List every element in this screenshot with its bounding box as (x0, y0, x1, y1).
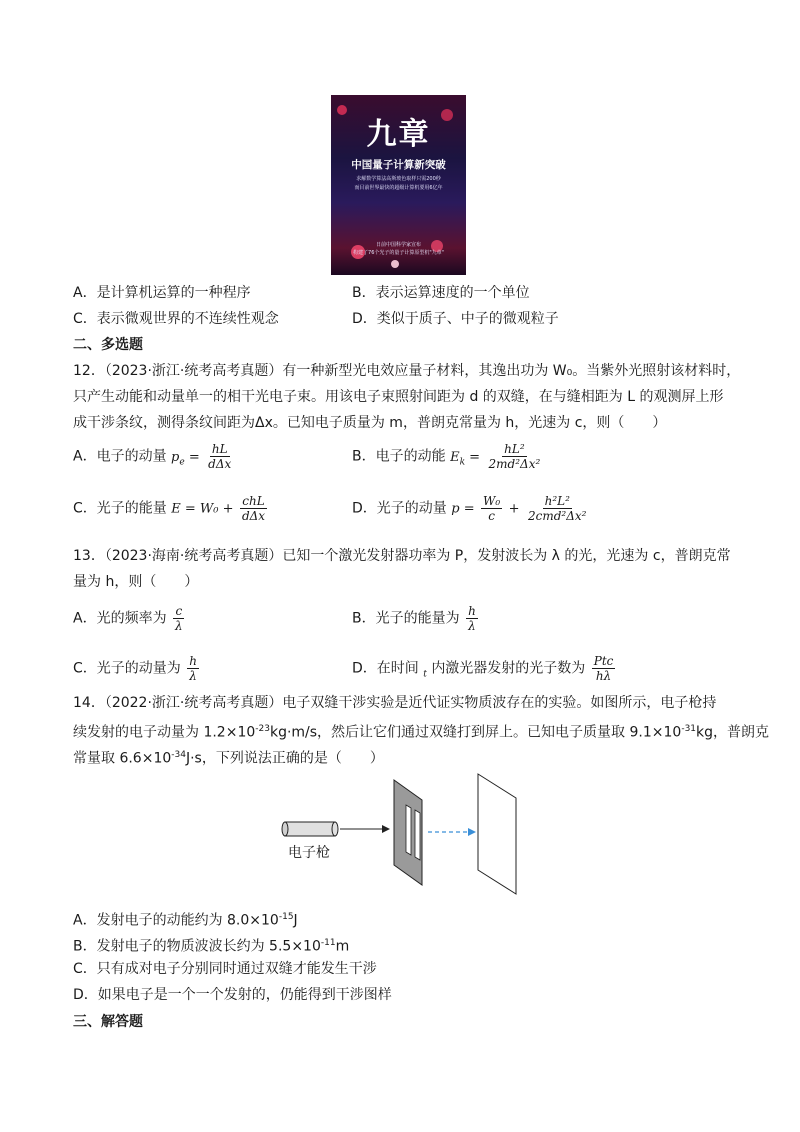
text: 续发射的电子动量为 1.2×10 (73, 724, 256, 741)
section-heading-multi-choice: 二、多选题 (73, 337, 143, 353)
exponent: -11 (320, 938, 336, 948)
formula-symbol: p (171, 449, 180, 465)
q12-stem-line: 只产生动能和动量单一的相干光电子束。用该电子束照射间距为 d 的双缝，在与缝相距为 L 的观测屏上形 (73, 389, 724, 405)
numerator: c (175, 604, 183, 618)
slit-plate (394, 780, 422, 885)
formula-lhs: E = W₀ + (171, 501, 234, 517)
poster-light (391, 260, 399, 268)
q13-stem-line: 13．（2023·海南·统考高考真题）已知一个激光发射器功率为 P，发射波长为 λ 的光，光速为 c，普朗克常 (73, 548, 731, 564)
formula-plus: + (508, 501, 520, 517)
q14-option-a (73, 906, 730, 932)
electron-gun-label: 电子枪 (288, 845, 330, 861)
numerator: hL (211, 442, 228, 456)
fraction (206, 442, 233, 471)
exponent: -34 (171, 750, 186, 760)
text: J·s，下列说法正确的是（ ） (185, 750, 384, 767)
option-label: C．光子的能量 (73, 500, 167, 517)
fraction (466, 604, 478, 633)
denominator: c (488, 509, 495, 523)
arrow-icon (340, 825, 390, 833)
q13-option-c (73, 654, 201, 683)
denominator: λ (175, 619, 183, 633)
denominator: dΔx (241, 509, 266, 523)
q14-stem-line (73, 744, 730, 770)
option-label: B．电子的动能 (352, 448, 446, 465)
denominator: 2cmd²Δx² (528, 509, 587, 523)
q14-option-d: D．如果电子是一个一个发射的，仍能得到干涉图样 (73, 987, 392, 1003)
q11-option-a: A．是计算机运算的一种程序 (73, 285, 251, 301)
exponent: -23 (255, 724, 270, 734)
formula-subscript: e (179, 457, 185, 468)
poster-caption: 构建了76个光子的量子计算原型机"九章" (353, 250, 444, 256)
q14-option-b (73, 932, 730, 958)
denominator: hλ (595, 669, 612, 683)
option-text: 内激光器发射的光子数为 (431, 660, 586, 677)
q13-option-a (73, 604, 187, 633)
option-label: A．电子的动量 (73, 448, 167, 465)
text: A．发射电子的动能约为 8.0×10 (73, 912, 279, 929)
exponent: -15 (278, 912, 294, 922)
fraction (187, 654, 199, 683)
q14-option-c: C．只有成对电子分别同时通过双缝才能发生干涉 (73, 961, 377, 977)
q12-option-b: B．电子的动能 $E_k$ = $\frac{\text{hL²}}{\text{2md²Δx²}}$ (352, 442, 541, 471)
numerator: h (189, 654, 197, 668)
screen (478, 774, 516, 894)
text: kg，普朗克 (696, 724, 770, 741)
formula-symbol: E (450, 449, 460, 465)
numerator: chL (242, 494, 265, 508)
q11-option-c: C．表示微观世界的不连续性观念 (73, 311, 279, 327)
option-label: A．光的频率为 (73, 610, 167, 627)
double-slit-diagram (270, 770, 530, 895)
denominator: λ (189, 669, 197, 683)
dashed-arrow-icon (428, 828, 476, 836)
q11-option-d: D．类似于质子、中子的微观粒子 (352, 311, 559, 327)
q12-stem-line: 成干涉条纹，测得条纹间距为Δx。已知电子质量为 m，普朗克常量为 h，光速为 c，则（ ） (73, 415, 667, 431)
formula-subscript: k (459, 457, 466, 468)
formula-lhs: p = (451, 501, 475, 517)
numerator: h (468, 604, 476, 618)
q14-stem-line: 14．（2022·浙江·统考高考真题）电子双缝干涉实验是近代证实物质波存在的实验。如图所示，电子枪持 (73, 695, 717, 711)
poster-subtitle: 中国量子计算新突破 (351, 159, 446, 171)
fraction (526, 494, 588, 523)
poster-caption: 而目前世界最快的超级计算机要用6亿年 (354, 185, 443, 191)
text: 常量取 6.6×10 (73, 750, 172, 767)
q12-option-a: A．电子的动量 $p_e$ = $\frac{hL}{\text{dΔx}}$ (73, 442, 232, 471)
numerator: Ptc (593, 654, 614, 668)
q13-option-b (352, 604, 480, 633)
poster-title: 九章 (366, 117, 431, 152)
q13-stem-line: 量为 h，则（ ） (73, 574, 199, 590)
q13-option-d (352, 654, 617, 685)
q11-option-b: B．表示运算速度的一个单位 (352, 285, 530, 301)
text: B．发射电子的物质波波长约为 5.5×10 (73, 938, 321, 955)
exponent: -31 (681, 724, 697, 734)
numerator: W₀ (483, 494, 501, 508)
fraction (592, 654, 616, 683)
text: kg·m/s，然后让它们通过双缝打到屏上。已知电子质量取 9.1×10 (269, 724, 682, 741)
fraction (240, 494, 267, 523)
numerator: h²L² (544, 494, 570, 508)
poster-caption: 日前中国科学家宣布 (375, 242, 421, 248)
formula-symbol: t (423, 669, 427, 680)
electron-gun-icon (282, 822, 338, 836)
fraction (173, 604, 185, 633)
q12-option-d (352, 494, 591, 523)
text: m (335, 938, 350, 955)
text: J (293, 912, 298, 929)
q14-stem-line (73, 718, 770, 744)
denominator: 2md²Δx² (488, 457, 541, 471)
denominator: dΔx (208, 457, 232, 471)
option-label: D．在时间 (352, 660, 419, 677)
fraction (487, 442, 543, 471)
jiuzhang-poster-image (331, 95, 466, 275)
q12-stem-line: 12．（2023·浙江·统考高考真题）有一种新型光电效应量子材料，其逸出功为 W₀。当紫外光照射该材料时， (73, 363, 741, 379)
denominator: λ (468, 619, 476, 633)
poster-caption: 求解数学算法高斯玻色取样只需200秒 (356, 176, 441, 182)
option-label: C．光子的动量为 (73, 660, 181, 677)
q12-option-c (73, 494, 269, 523)
section-heading-answer-questions: 三、解答题 (73, 1014, 143, 1030)
numerator: hL² (504, 442, 525, 456)
option-label: D．光子的动量 (352, 500, 447, 517)
option-label: B．光子的能量为 (352, 610, 460, 627)
fraction (481, 494, 502, 523)
